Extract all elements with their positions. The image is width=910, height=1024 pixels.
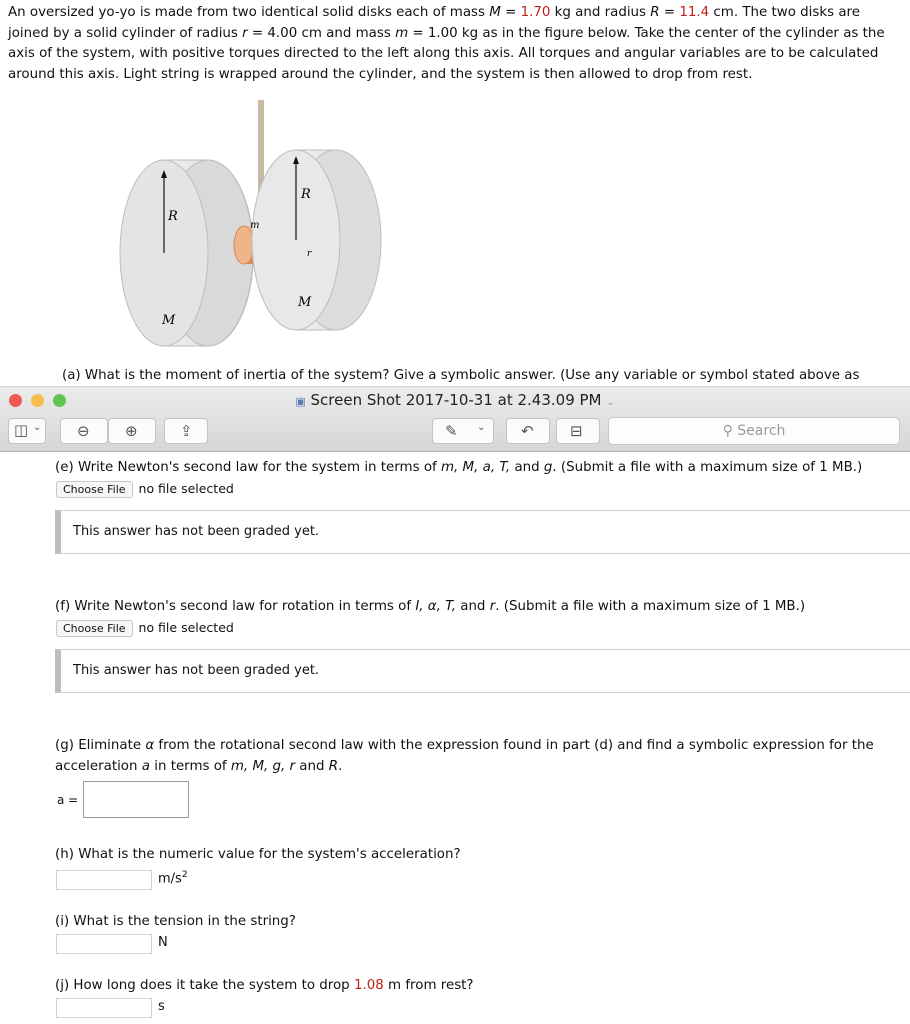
distance-value: 1.08	[353, 978, 384, 993]
question-i: (i) What is the tension in the string?	[55, 914, 296, 929]
acceleration-input[interactable]	[56, 870, 152, 890]
choose-file-button[interactable]: Choose File	[56, 481, 133, 498]
chevron-down-icon: ⌄	[33, 422, 42, 433]
problem-statement: An oversized yo-yo is made from two identical solid disks each of mass M = 1.70 kg and radius R = 11.4 cm. The two disks are joined by a solid cylinder of radius r = 4.00 cm and mass m = 1.00 kg as in the figure below. Take the center of the cylinder as the axis of the system, with positive torques directed to the left along this axis. All torques and angular variables are to be calculated around this axis. Light string is wrapped around the cylinder, and the system is then allowed to drop from rest.	[8, 5, 885, 82]
label-R-right: R	[301, 187, 311, 202]
toolbox-icon: ⊟	[570, 422, 583, 440]
symbol-R: R	[650, 5, 660, 20]
zoom-in-button[interactable]	[108, 418, 156, 444]
answer-label-a: a =	[57, 793, 79, 807]
unit-acceleration: $m/s^2$	[158, 870, 188, 887]
question-f: (f) Write Newton's second law for rotation in terms of I, α, T, and r. (Submit a file with a maximum size of 1 MB.)	[55, 599, 806, 614]
yoyo-figure	[100, 98, 400, 358]
pen-icon: ✎	[445, 422, 458, 440]
sidebar-toggle-button[interactable]	[8, 418, 46, 444]
preview-titlebar	[0, 386, 910, 452]
label-R-left: R	[168, 209, 178, 224]
zoom-out-button[interactable]	[60, 418, 108, 444]
file-upload-f	[56, 620, 234, 637]
unit-tension: N	[158, 935, 168, 950]
graded-notice: This answer has not been graded yet.	[55, 510, 910, 554]
search-icon: ⚲	[722, 423, 733, 439]
file-status: no file selected	[138, 620, 234, 635]
label-r: r	[307, 249, 312, 259]
symbol-m: m	[395, 25, 409, 41]
unit-time: s	[158, 999, 165, 1014]
mass-value: 1.70	[520, 5, 551, 20]
tension-input[interactable]	[56, 934, 152, 954]
label-M-right: M	[298, 295, 312, 310]
intro-text: An oversized yo-yo is made from two identical solid disks each of mass	[8, 5, 490, 20]
symbolic-answer-input[interactable]	[83, 781, 189, 818]
zoom-out-icon: ⊖	[77, 422, 90, 440]
search-field[interactable]: ⚲ Search	[608, 417, 900, 445]
right-disk	[252, 150, 381, 330]
zoom-in-icon: ⊕	[125, 422, 138, 440]
left-disk	[120, 160, 253, 346]
graded-notice: This answer has not been graded yet.	[55, 649, 910, 693]
file-status: no file selected	[138, 481, 234, 496]
question-e: (e) Write Newton's second law for the system in terms of m, M, a, T, and g. (Submit a file with a maximum size of 1 MB.)	[55, 460, 863, 475]
document-icon: ▣	[295, 395, 306, 408]
question-g: (g) Eliminate α from the rotational second law with the expression found in part (d) and find a symbolic expression for the acceleration a in terms of m, M, g, r and R.	[55, 738, 874, 774]
toolbox-button[interactable]	[556, 418, 600, 444]
rotate-button[interactable]	[506, 418, 550, 444]
question-h: (h) What is the numeric value for the system's acceleration?	[55, 847, 461, 862]
time-input[interactable]	[56, 998, 152, 1018]
radius-value: 11.4	[679, 5, 710, 20]
symbol-M: M	[489, 5, 501, 20]
share-button[interactable]	[164, 418, 208, 444]
chevron-down-icon: ⌄	[477, 422, 486, 433]
question-j: (j) How long does it take the system to drop 1.08 m from rest?	[55, 978, 474, 993]
symbol-r: r	[242, 25, 248, 41]
chevron-down-icon: ⌄	[606, 397, 615, 408]
file-upload-e	[56, 481, 234, 498]
choose-file-button[interactable]: Choose File	[56, 620, 133, 637]
share-icon: ⇪	[180, 422, 193, 440]
question-a: (a) What is the moment of inertia of the system? Give a symbolic answer. (Use any variable or symbol stated above as	[62, 368, 860, 383]
label-M-left: M	[162, 313, 176, 328]
markup-button[interactable]	[432, 418, 494, 444]
label-m: m	[250, 220, 260, 231]
sidebar-icon: ◫	[14, 421, 29, 439]
window-title[interactable]: ▣ Screen Shot 2017-10-31 at 2.43.09 PM ⌄	[295, 391, 615, 409]
rotate-icon: ↶	[521, 422, 534, 440]
